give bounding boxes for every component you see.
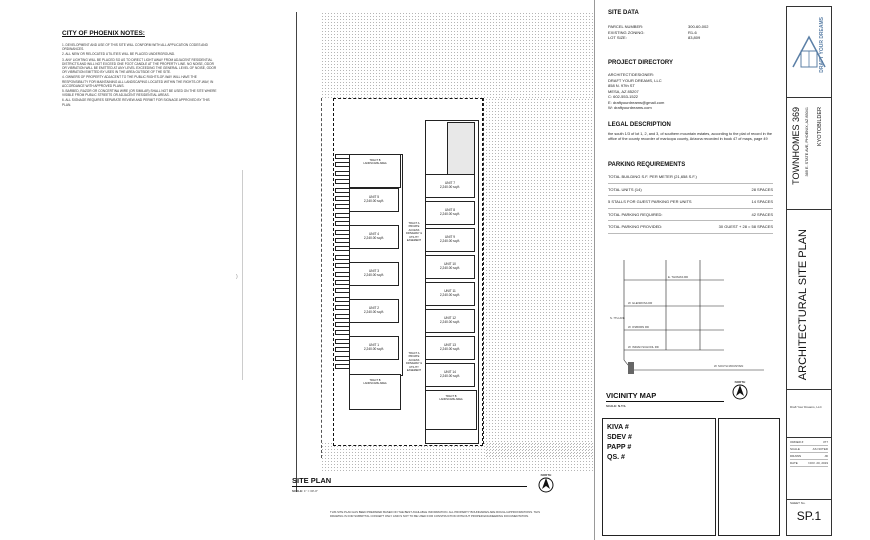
adjacent-lot-south — [321, 442, 595, 472]
unit-area: 2,240.00 sq.ft. — [363, 236, 385, 240]
east-setback-line — [483, 98, 484, 444]
unit-name: UNIT 3 — [368, 269, 380, 273]
unit-block — [425, 363, 475, 387]
landscape-tract-label: TRACT B — [369, 379, 381, 382]
city-notes-list — [62, 43, 218, 107]
permit-code-line: KIVA # — [607, 424, 629, 431]
parking-label: 5 STALLS FOR GUEST PARKING PER UNITS — [608, 199, 692, 204]
sheet-number-label: SHEET No. — [790, 501, 806, 505]
vicinity-title-block — [606, 391, 726, 408]
parking-row — [608, 171, 773, 184]
parking-stall — [335, 213, 350, 218]
unit-area: 2,240.00 sq.ft. — [439, 185, 461, 189]
site-data-label: LOT SIZE: — [608, 35, 627, 40]
parking-label: TOTAL UNITS (14) — [608, 186, 642, 192]
tract-a-text: PRIVATE ACCESS DRIVEWAY & UTILITY EASEMENT — [406, 225, 422, 243]
project-cell — [787, 97, 831, 210]
meta-value: 377 — [822, 440, 828, 444]
landscape-tract-text: LANDSCAPE AREA — [363, 162, 387, 166]
unit-block — [349, 299, 399, 323]
unit-name: UNIT 12 — [444, 316, 456, 320]
site-data-row — [608, 35, 728, 41]
parking-title: PARKING REQUIREMENTS — [608, 162, 686, 168]
city-note-item: 3. ANY LIGHTING WILL BE PLACED SO AS TO DIRECT LIGHT AWAY FROM ADJACENT RESIDENTIAL DISTRICTS AND WILL NOT EXCEED ONE FOOT CANDLE AT THE PROPERTY LINE. NO NOISE, ODOR OR VIBRATION WILL BE EMITTED AT ANY LEVEL EXCEEDING THE GENERAL LEVEL OF NOISE, ODOR OR VIBRATION EMITTED BY USES IN THE AREA OUTSIDE OF THE SITE. — [62, 57, 217, 75]
unit-block — [349, 336, 399, 360]
vicinity-street-label: E. THOMAS RD — [668, 275, 689, 279]
parking-stall — [335, 230, 350, 235]
parking-section — [608, 162, 773, 234]
parking-stall — [335, 154, 350, 159]
directory-line: ARCHITECT/DESIGNER: — [608, 72, 655, 77]
meta-value: JD — [824, 454, 828, 458]
parking-label: TOTAL PARKING REQUIRED: — [608, 211, 663, 217]
parking-value: 28 SPACES — [751, 186, 773, 192]
unit-area: 2,240.00 sq.ft. — [439, 212, 461, 216]
unit-block — [425, 309, 475, 333]
parking-label: TOTAL PARKING PROVIDED: — [608, 224, 663, 229]
drawn-by: Draft Your Dreams, LLC — [790, 405, 822, 409]
vicinity-scale: SCALE: N.T.S. — [606, 404, 627, 408]
adjacent-lot-north — [321, 12, 595, 98]
parking-stall — [335, 364, 350, 369]
sheet-edge-tick: ) — [236, 274, 238, 280]
vicinity-street-label: W. INDIAN SCHOOL RD — [628, 345, 659, 349]
parking-stall — [335, 162, 350, 167]
landscape-tract-se — [425, 390, 477, 430]
city-note-item: 4. OWNERS OF PROPERTY ADJACENT TO THE PUBLIC RIGHTS-OF-WAY WILL HAVE THE RESPONSIBILITY FOR MAINTAINING ALL LANDSCAPING LOCATED WITHIN THE RIGHTS-OF-WAY, IN ACCORDANCE WITH APPROVED PLANS. — [62, 75, 214, 88]
meta-row — [790, 460, 828, 467]
unit-area: 2,240.00 sq.ft. — [439, 266, 461, 270]
permit-stamp-box — [718, 418, 780, 536]
unit-block — [425, 282, 475, 306]
unit-area: 2,240.00 sq.ft. — [363, 273, 385, 277]
landscape-tract-label: TRACT B — [369, 159, 381, 162]
parking-stall — [335, 339, 350, 344]
site-plan-north-arrow — [536, 473, 556, 499]
parking-value: 14 SPACES — [751, 199, 773, 204]
unit-block — [349, 262, 399, 286]
unit-area: 2,240.00 sq.ft. — [439, 293, 461, 297]
parking-stall — [335, 356, 350, 361]
parking-stall — [335, 280, 350, 285]
tract-a-drive-north — [405, 108, 423, 148]
meta-value: NOV. 20, 2019 — [808, 461, 828, 465]
project-directory-section — [608, 60, 768, 111]
directory-line: E: draftyourdreams@gmail.com — [608, 99, 665, 105]
vicinity-street-label: W. SOUTH MOUNTAIN — [714, 364, 744, 368]
city-note-item: 1. DEVELOPMENT AND USE OF THIS SITE WILL CONFORM WITH ALL APPLICATION CODES AND ORDINANCES. — [62, 43, 208, 52]
parking-row — [608, 209, 773, 222]
project-directory-title: PROJECT DIRECTORY — [608, 60, 674, 66]
site-plan-scale-value: 1" = 30'-0" — [304, 489, 318, 493]
vicinity-north-arrow — [730, 380, 750, 405]
site-data-section — [608, 10, 768, 41]
sheet-title-cell — [787, 209, 831, 390]
north-arrow-icon — [732, 384, 748, 400]
site-plan-disclaimer: THIS SITE PLAN HAS BEEN PREPARED BASED ON THE BEST AVAILABLE INFORMATION. ALL PROPERTY BOUNDARIES ARE ROUGH APPROXIMATIONS. THIS DRAWING IS FOR SUBMITTAL CONCEPT ONLY AND IS NOT TO BE USED FOR CONSTRUCTION WITHOUT PROPER ENGINEERING DOCUMENTATION. — [330, 510, 540, 518]
city-note-item: 2. ALL NEW OR RELOCATED UTILITIES WILL BE PLACED UNDERGROUND. — [62, 52, 176, 57]
legal-section — [608, 122, 773, 142]
site-data-label: EXISTING ZONING: — [608, 29, 645, 35]
parking-label: TOTAL BUILDING S.F. PER METER (21,658 S.F.) — [608, 174, 697, 179]
landscape-tract-text: LANDSCAPE AREA — [439, 398, 463, 402]
directory-line: DRAFT YOUR DREAMS, LLC — [608, 77, 662, 83]
parking-row — [608, 196, 773, 209]
directory-line: W: draftyourdreams.com — [608, 105, 652, 110]
unit-area: 2,240.00 sq.ft. — [439, 320, 461, 324]
site-data-title: SITE DATA — [608, 10, 639, 16]
meta-row — [790, 439, 828, 446]
unit-area: 2,240.00 sq.ft. — [363, 347, 385, 351]
parking-stall — [335, 272, 350, 277]
unit-block — [425, 201, 475, 225]
parking-row — [608, 184, 773, 197]
sheet-number: SP.1 — [796, 509, 822, 523]
meta-key: DRAWN — [790, 454, 802, 458]
parking-stall — [335, 255, 350, 260]
site-plan-title-block — [292, 476, 532, 493]
parking-stall — [335, 246, 350, 251]
unit-block — [425, 336, 475, 360]
parking-stall — [335, 330, 350, 335]
permit-code-line: SDEV # — [607, 434, 632, 441]
tract-a-label: TRACT A — [408, 222, 420, 225]
unit-name: UNIT 5 — [368, 195, 380, 199]
project-name: TOWNHOMES 369 — [791, 107, 801, 185]
adjacent-lot-east — [485, 98, 595, 458]
parking-value: 30 GUEST + 28 = 58 SPACES — [718, 224, 773, 229]
trash-enclosure — [447, 122, 475, 176]
unit-area: 2,240.00 sq.ft. — [363, 310, 385, 314]
unit-name: UNIT 9 — [444, 235, 456, 239]
north-arrow-icon — [538, 477, 554, 493]
tract-a-text: PRIVATE ACCESS DRIVEWAY & UTILITY EASEMENT — [406, 355, 422, 373]
site-data-value: 83,809 — [688, 35, 701, 40]
street-centerline — [321, 98, 322, 458]
meta-value: AS NOTED — [812, 447, 828, 451]
city-note-item: 5. BARBED, RAZOR OR CONCERTINA WIRE (OR SIMILAR) SHALL NOT BE USED ON THE SITE WHERE VISIBLE FROM PUBLIC STREETS OR ADJACENT RESIDENTIAL AREAS. — [62, 89, 217, 98]
permit-code-line: QS. # — [607, 454, 625, 461]
directory-line: C: 602-553-1522 — [608, 94, 639, 99]
parking-row — [608, 221, 773, 234]
firm-logo-cell — [787, 7, 831, 98]
vicinity-street-label: W. OSBORN RD — [628, 325, 649, 329]
parking-stall — [335, 188, 350, 193]
unit-name: UNIT 7 — [444, 181, 456, 185]
north-label: NORTH — [734, 380, 746, 384]
unit-name: UNIT 1 — [368, 343, 380, 347]
vicinity-map — [604, 260, 772, 382]
landscape-tract-label: TRACT B — [445, 395, 457, 398]
city-notes — [62, 30, 218, 108]
meta-row — [790, 453, 828, 460]
unit-block — [425, 228, 475, 252]
unit-area: 2,240.00 sq.ft. — [439, 239, 461, 243]
unit-block — [425, 255, 475, 279]
vicinity-street-label: W. GLENROSA DR — [628, 301, 653, 305]
column-divider — [594, 0, 595, 540]
landscape-tract-sw — [349, 374, 401, 410]
unit-name: UNIT 2 — [368, 306, 380, 310]
unit-name: UNIT 4 — [368, 232, 380, 236]
vicinity-street-label: S. 7TH AVE — [610, 316, 625, 320]
landscape-tract-nw — [349, 154, 401, 188]
unit-name: UNIT 10 — [444, 262, 456, 266]
unit-name: UNIT 11 — [444, 289, 456, 293]
tract-a-label: TRACT A — [408, 352, 420, 355]
north-label: NORTH — [540, 473, 552, 477]
meta-key: ORDER # — [790, 440, 804, 444]
city-notes-title: CITY OF PHOENIX NOTES: — [62, 30, 145, 37]
parking-stall — [335, 263, 350, 268]
directory-line: 858 N. 97th ST — [608, 83, 635, 88]
parking-stall — [335, 347, 350, 352]
legal-text: the south 1/3 of lot 1, 2, and 3, of southern mountain estates, according to the plat of record in the office of the county recorder of maricopa county, Arizona recorded in book 47 of maps, page 49 — [608, 132, 773, 141]
unit-area: 2,240.00 sq.ft. — [439, 374, 461, 378]
permit-code-line: PAPP # — [607, 444, 632, 451]
unit-block — [349, 225, 399, 249]
site-plan-drawing — [296, 12, 595, 492]
legal-title: LEGAL DESCRIPTION — [608, 122, 671, 128]
unit-block — [349, 188, 399, 212]
directory-line: MESA, AZ 85207 — [608, 88, 639, 94]
permit-codes-box — [602, 418, 716, 536]
unit-name: UNIT 13 — [444, 343, 456, 347]
parking-stall — [335, 221, 350, 226]
tract-a-drive — [405, 222, 423, 282]
sheet-number-cell — [787, 499, 831, 535]
project-address: 369 E. STATE AVE, PHOENIX, AZ 85041 — [805, 107, 809, 177]
site-data-label: PARCEL NUMBER: — [608, 24, 644, 29]
site-data-value: R1-6 — [688, 29, 697, 35]
parking-stall — [335, 305, 350, 310]
drawn-by-cell — [787, 389, 831, 438]
parking-stall — [335, 179, 350, 184]
vicinity-title: VICINITY MAP — [606, 391, 657, 400]
parking-stall — [335, 171, 350, 176]
meta-row — [790, 446, 828, 453]
landscape-tract-text: LANDSCAPE AREA — [363, 382, 387, 386]
parking-stall — [335, 204, 350, 209]
sheet-title: ARCHITECTURAL SITE PLAN — [797, 229, 809, 381]
city-note-item: 6. ALL SIGNAGE REQUIRES SEPARATE REVIEW AND PERMIT FOR SIGNAGE APPROVED BY THIS PLAN. — [62, 98, 210, 107]
parking-stall — [335, 238, 350, 243]
meta-key: DATE — [790, 461, 798, 465]
parking-stall — [335, 297, 350, 302]
site-plan-scale-label: SCALE: — [292, 489, 304, 493]
meta-key: SCALE — [790, 447, 800, 451]
site-plan-title: SITE PLAN — [292, 476, 332, 485]
unit-name: UNIT 8 — [444, 208, 456, 212]
parking-stall — [335, 196, 350, 201]
firm-name: DRAFT YOUR DREAMS — [819, 17, 825, 73]
title-block — [786, 6, 832, 536]
tract-a-drive-south — [405, 352, 423, 402]
parking-stall — [335, 314, 350, 319]
unit-block — [425, 174, 475, 198]
unit-area: 2,240.00 sq.ft. — [363, 199, 385, 203]
client-name: KYOTOBILDER — [817, 107, 823, 147]
unit-name: UNIT 14 — [444, 370, 456, 374]
meta-cell — [787, 437, 831, 500]
sheet-info-column — [594, 0, 784, 540]
site-data-value: 300-60-002 — [688, 24, 709, 29]
unit-area: 2,240.00 sq.ft. — [439, 347, 461, 351]
parking-stall — [335, 322, 350, 327]
parking-value: 42 SPACES — [751, 211, 773, 217]
parking-stall — [335, 288, 350, 293]
